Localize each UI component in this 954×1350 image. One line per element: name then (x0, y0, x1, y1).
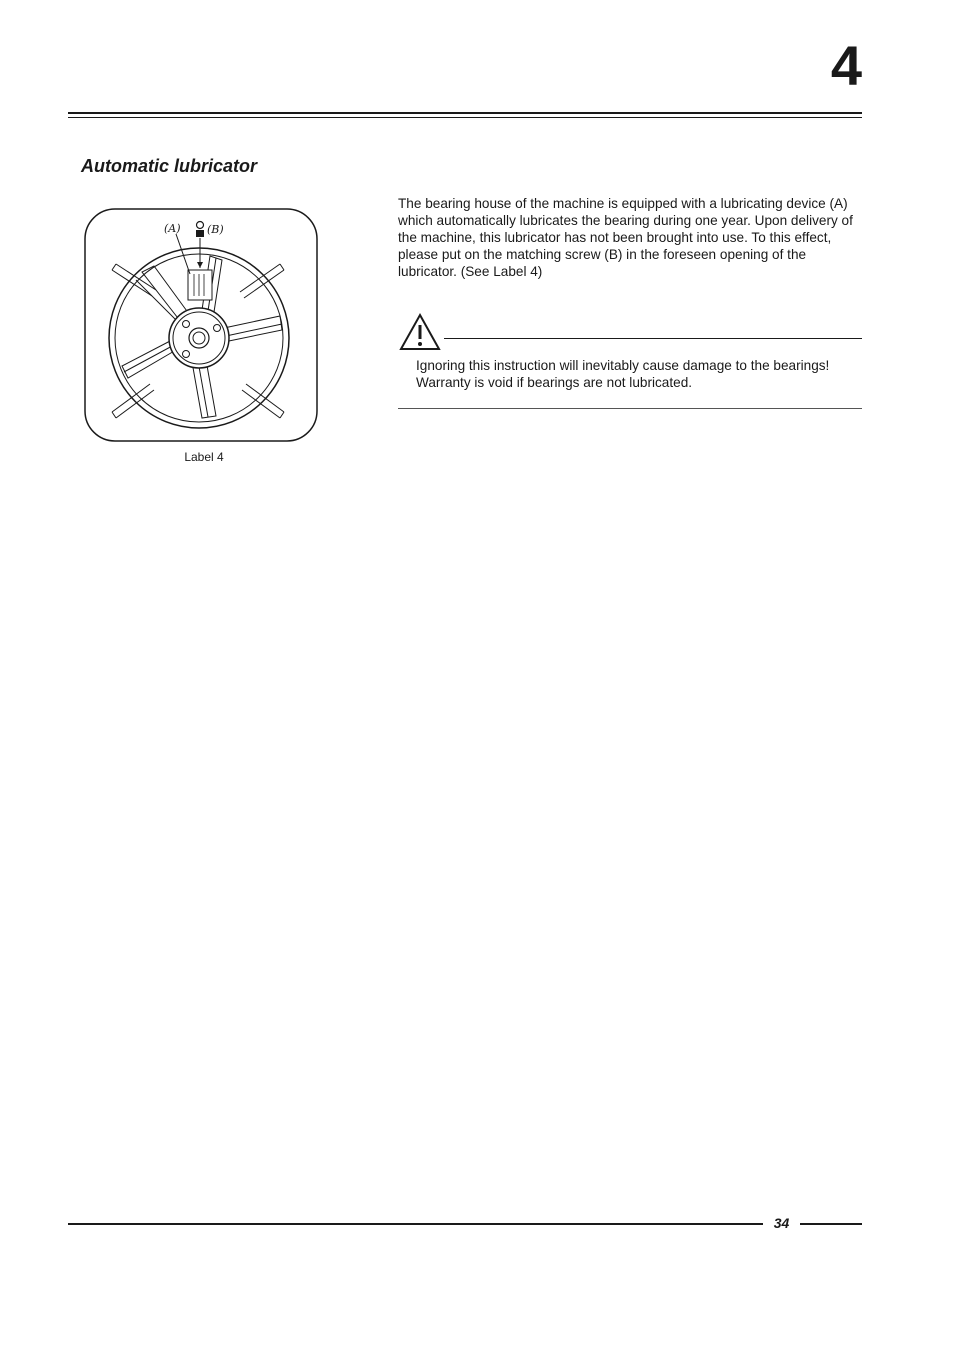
fan-wheel-icon (84, 208, 320, 444)
footer-rule-left (68, 1223, 763, 1225)
header-rule (68, 112, 862, 114)
section-title: Automatic lubricator (81, 156, 258, 176)
warning-text: Ignoring this instruction will inevitably cause damage to the bearings! Warranty is void if bearings are not lubricated. (416, 358, 830, 390)
chapter-number: 4 (830, 34, 862, 97)
header-rule-thin (68, 117, 862, 118)
label-a: (A) (164, 222, 181, 235)
warning-triangle-icon (398, 312, 442, 352)
footer-rule-right (800, 1223, 862, 1225)
body-paragraph: The bearing house of the machine is equipped with a lubricating device (A) which automatically lubricates the bearing during one year. Upon delivery of the machine, this lubricator has not been brought into use. To this effect, please put on the matching screw (B) in the foreseen opening of the lubricator. (See Label 4) (398, 196, 853, 279)
label-b: (B) (207, 223, 224, 236)
figure-caption: Label 4 (184, 450, 224, 464)
warning-bottom-rule (398, 408, 862, 409)
warning-rule (444, 338, 862, 339)
page-number: 34 (773, 1215, 790, 1231)
lubricator-figure (84, 208, 320, 444)
